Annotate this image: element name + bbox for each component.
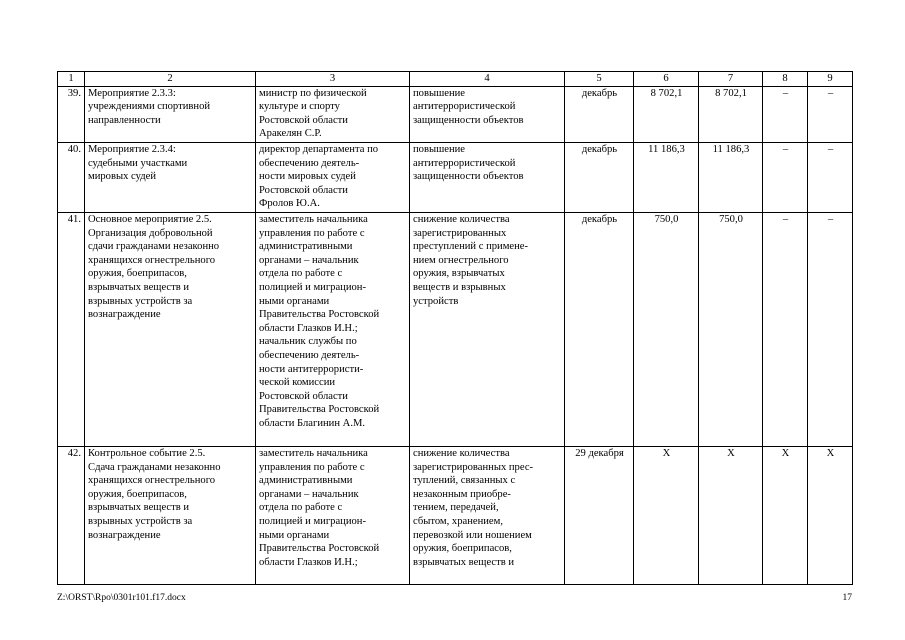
table-header-row [58, 72, 853, 87]
event-cell: Мероприятие 2.3.4: судебными участками мировых судей [85, 142, 256, 212]
event-cell: Мероприятие 2.3.3: учреждениями спортивной направленности [85, 86, 256, 142]
amount-cell: Х [763, 446, 808, 584]
table-row [58, 212, 853, 446]
event-cell: Основное мероприятие 2.5. Организация добровольной сдачи гражданами незаконно хранящихся огнестрельного оружия, боеприпасов, взрывчатых веществ и взрывных устройств за вознаграждение [85, 212, 256, 446]
amount-cell: 750,0 [634, 212, 699, 446]
responsible-cell: заместитель начальника управления по работе с административными органами – начальник отдела по работе с полицией и миграцион- ными органами Правительства Ростовской области Глазков И.Н.; начальник службы по обеспечению деятель- ности антитеррористи- ческой комиссии Ростовской области Правительства Ростовской области Благинин А.М. [256, 212, 410, 446]
footer-file-path: Z:\ORST\Rpo\0301r101.f17.docx [57, 593, 186, 603]
header-cell: 7 [699, 72, 763, 87]
header-cell: 8 [763, 72, 808, 87]
responsible-cell: заместитель начальника управления по работе с административными органами – начальник отдела по работе с полицией и миграцион- ными органами Правительства Ростовской области Глазков И.Н.; [256, 446, 410, 584]
result-cell: повышение антитеррористической защищенности объектов [410, 86, 565, 142]
amount-cell: 11 186,3 [699, 142, 763, 212]
table-row [58, 86, 853, 142]
amount-cell: – [763, 212, 808, 446]
amount-cell: – [808, 142, 853, 212]
table-row [58, 142, 853, 212]
amount-cell: 8 702,1 [699, 86, 763, 142]
row-number: 41. [58, 212, 85, 446]
amount-cell: Х [634, 446, 699, 584]
amount-cell: – [808, 86, 853, 142]
responsible-cell: директор департамента по обеспечению деятель- ности мировых судей Ростовской области Фролов Ю.А. [256, 142, 410, 212]
measures-table [57, 71, 853, 585]
header-cell: 4 [410, 72, 565, 87]
page-number: 17 [842, 593, 852, 603]
amount-cell: 750,0 [699, 212, 763, 446]
amount-cell: 11 186,3 [634, 142, 699, 212]
header-cell: 3 [256, 72, 410, 87]
amount-cell: Х [699, 446, 763, 584]
row-number: 42. [58, 446, 85, 584]
row-number: 40. [58, 142, 85, 212]
header-cell: 2 [85, 72, 256, 87]
header-cell: 9 [808, 72, 853, 87]
table-row [58, 446, 853, 584]
row-number: 39. [58, 86, 85, 142]
date-cell: декабрь [565, 212, 634, 446]
result-cell: снижение количества зарегистрированных прес- туплений, связанных с незаконным приобре- тением, передачей, сбытом, хранением, перевозкой или ношением оружия, боеприпасов, взрывчатых веществ и [410, 446, 565, 584]
header-cell: 6 [634, 72, 699, 87]
header-cell: 5 [565, 72, 634, 87]
amount-cell: 8 702,1 [634, 86, 699, 142]
amount-cell: – [808, 212, 853, 446]
amount-cell: – [763, 142, 808, 212]
amount-cell: – [763, 86, 808, 142]
amount-cell: Х [808, 446, 853, 584]
responsible-cell: министр по физической культуре и спорту Ростовской области Аракелян С.Р. [256, 86, 410, 142]
date-cell: 29 декабря [565, 446, 634, 584]
date-cell: декабрь [565, 142, 634, 212]
result-cell: снижение количества зарегистрированных преступлений с примене- нием огнестрельного оружия, взрывчатых веществ и взрывных устройств [410, 212, 565, 446]
event-cell: Контрольное событие 2.5. Сдача гражданами незаконно хранящихся огнестрельного оружия, боеприпасов, взрывчатых веществ и взрывных устройств за вознаграждение [85, 446, 256, 584]
date-cell: декабрь [565, 86, 634, 142]
header-cell: 1 [58, 72, 85, 87]
result-cell: повышение антитеррористической защищенности объектов [410, 142, 565, 212]
